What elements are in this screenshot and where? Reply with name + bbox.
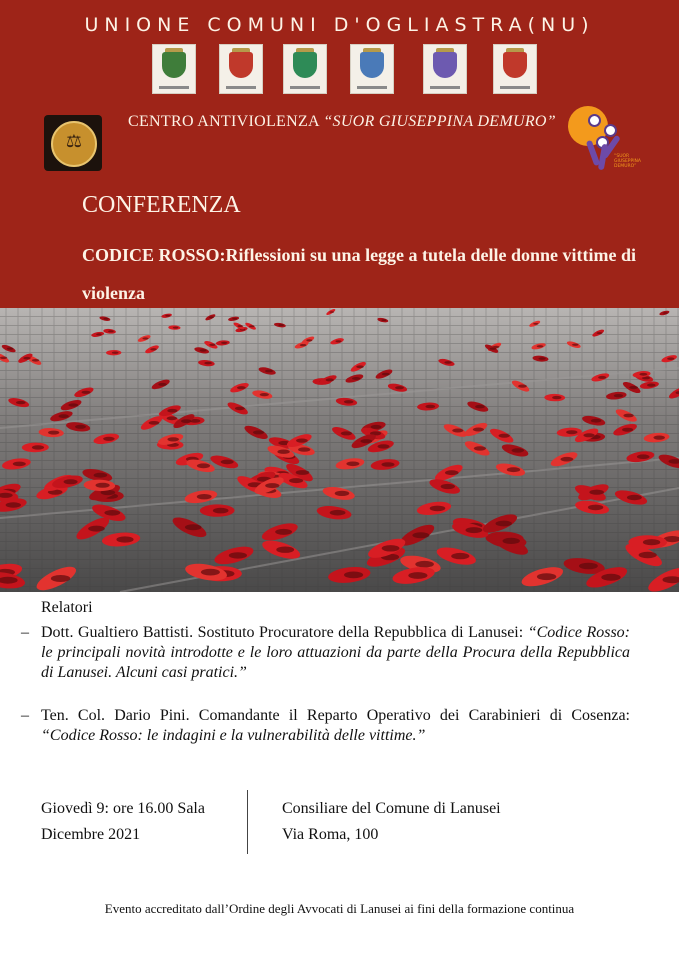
municipal-crest-icon — [219, 44, 263, 94]
union-title: UNIONE COMUNI D'OGLIASTRA(NU) — [84, 14, 595, 36]
speaker-entry — [21, 623, 630, 683]
date-line: Dicembre 2021 — [41, 826, 141, 843]
centro-prefix: CENTRO ANTIVIOLENZA — [128, 113, 320, 130]
municipal-crest-icon — [283, 44, 327, 94]
event-place — [282, 796, 501, 848]
municipal-crest-icon — [493, 44, 537, 94]
talk-title: “Codice Rosso: le indagini e la vulnerabilità delle vittime.” — [41, 727, 426, 744]
speaker-name: Ten. Col. Dario Pini. Comandante il Reparto Operativo dei Carabinieri di Cosenza: — [41, 707, 630, 724]
relatori-label: Relatori — [41, 599, 93, 616]
centro-antiviolenza-label — [128, 113, 568, 131]
talk-title: “Codice Rosso: le principali novità introdotte e le loro attuazioni da parte della Procura della Repubblica di Lanusei. Alcuni casi pratici.” — [41, 624, 630, 681]
place-line: Consiliare del Comune di Lanusei — [282, 800, 501, 817]
accreditation-note: Evento accreditato dall’Ordine degli Avvocati di Lanusei ai fini della formazione continua — [104, 901, 575, 916]
dash-bullet: – — [21, 624, 29, 641]
red-shoes-photo — [0, 308, 679, 592]
place-line: Via Roma, 100 — [282, 826, 379, 843]
date-line: Giovedì 9: ore 16.00 Sala — [41, 800, 205, 817]
poster-header — [0, 0, 679, 308]
divider — [247, 790, 248, 854]
centro-logo-caption: “SUOR GIUSEPPINA DEMURO” — [614, 154, 642, 169]
municipal-crest-icon — [350, 44, 394, 94]
justice-seal-logo — [44, 115, 102, 171]
dash-bullet: – — [21, 707, 29, 724]
speaker-entry — [21, 706, 630, 746]
municipal-crest-icon — [152, 44, 196, 94]
conference-topic: CODICE ROSSO:Riflessioni su una legge a tutela delle donne vittime di violenza — [82, 245, 637, 303]
conference-label: CONFERENZA — [82, 192, 241, 218]
centro-name: “SUOR GIUSEPPINA DEMURO” — [323, 113, 556, 130]
scales-icon: ⚖ — [65, 131, 83, 151]
speaker-name: Dott. Gualtiero Battisti. Sostituto Procuratore della Repubblica di Lanusei: — [41, 624, 524, 641]
municipal-crest-icon — [423, 44, 467, 94]
event-date — [41, 796, 205, 848]
centro-logo — [566, 104, 648, 180]
